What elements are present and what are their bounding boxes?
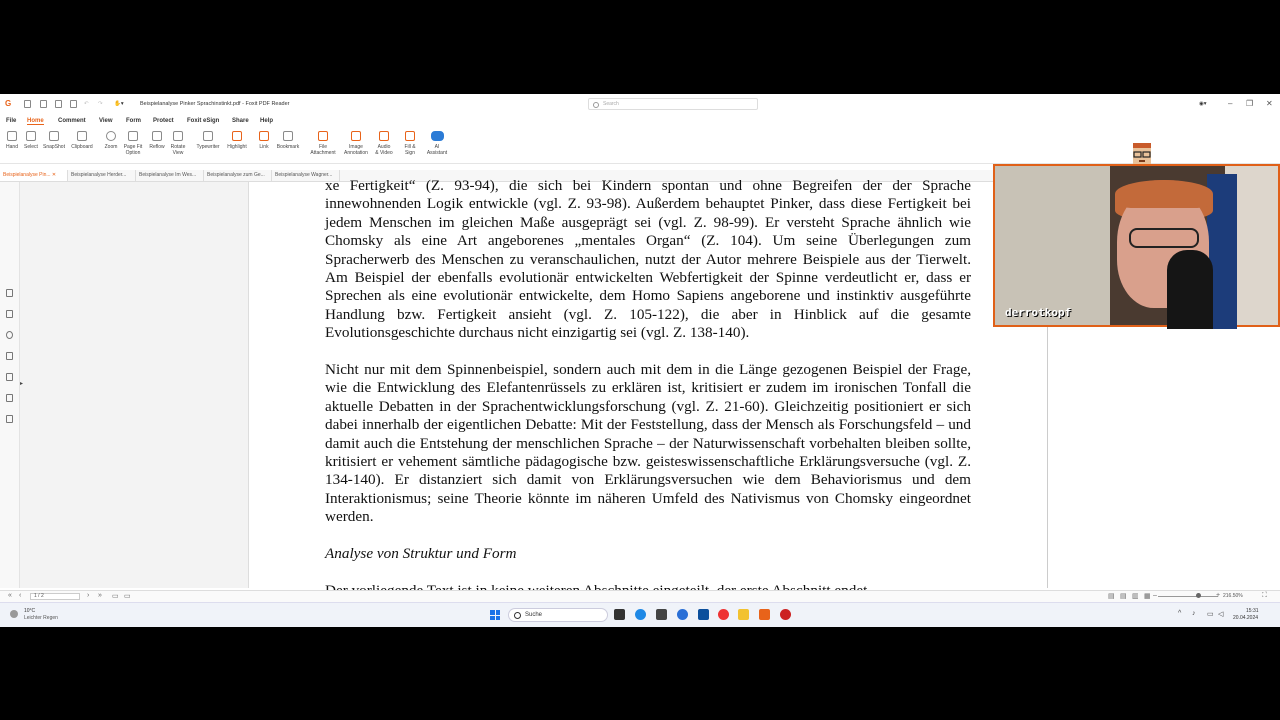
redo-icon[interactable]: ↷ xyxy=(98,101,103,107)
person-hair xyxy=(1115,180,1213,208)
select-tool-button[interactable]: Select xyxy=(22,131,40,150)
page-text xyxy=(325,177,971,600)
bookmark-icon xyxy=(283,131,293,141)
store-icon[interactable] xyxy=(656,609,667,620)
navigation-panel xyxy=(0,182,249,588)
tab-wagner[interactable]: Beispielanalyse Wagner... xyxy=(272,170,340,181)
foxit-taskbar-icon[interactable] xyxy=(759,609,770,620)
ribbon-toolbar xyxy=(0,129,1280,164)
start-button[interactable] xyxy=(490,610,500,620)
page-number-input[interactable]: 1 / 2 xyxy=(30,593,80,600)
close-tab-icon[interactable]: ✕ xyxy=(51,172,57,178)
menu-bar xyxy=(0,118,1280,127)
first-page-icon[interactable]: « xyxy=(8,592,12,599)
foxit-logo-icon: G xyxy=(5,99,12,108)
streamer-name: derrotkopf xyxy=(1005,306,1072,319)
highlight-icon xyxy=(232,131,242,141)
paragraph: Nicht nur mit dem Spinnenbeispiel, sondern auch mit dem in die Länge gezogenen Beispiel der Frage, wie die Entwicklung des Elefantenrüssels zu erklären ist, kritisiert er zudem im ironischen Tonfall die aktuelle Debatten in der Sprachentwicklungsforschung (vgl. Z. 21-60). Gleichzeitig positioniert er sich dabei innerhalb der eigentlichen Debatte: Mit der Feststellung, dass der Mensch als Forschungsfeld – und damit auch die Entstehung der menschlichen Sprache – der Naturwissenschaft vorbehalten bleiben sollte, kritisiert er vehement sämtliche pädagogische bzw. geisteswissenschaftliche Erklärungsversuche (vgl. Z. 134-140). Er distanziert sich damit von Erklärungsversuchen wie dem Behaviorismus und dem Interaktionismus; seine Theorie könnte im näheren Umfeld des Nativismus von Chomsky eingeordnet werden. xyxy=(325,361,971,526)
taskbar-search[interactable]: Suche xyxy=(508,608,608,622)
cursor-icon xyxy=(26,131,36,141)
bookmark-button[interactable]: Bookmark xyxy=(274,131,302,150)
file-attachment-button[interactable]: File Attachment xyxy=(306,131,340,156)
tray-chevron-icon[interactable]: ^ xyxy=(1178,610,1182,617)
menu-share[interactable]: Share xyxy=(232,118,249,124)
link-icon xyxy=(259,131,269,141)
menu-foxit-esign[interactable]: Foxit eSign xyxy=(187,118,220,124)
save-icon[interactable] xyxy=(40,100,47,108)
menu-comment[interactable]: Comment xyxy=(58,118,86,124)
page-fit-icon xyxy=(128,131,138,141)
pages-panel-icon[interactable] xyxy=(6,310,13,318)
background-shelf xyxy=(995,166,1110,325)
zoom-slider-handle[interactable] xyxy=(1196,593,1201,598)
continuous-icon[interactable]: ▤ xyxy=(1120,593,1127,600)
search-icon xyxy=(514,612,521,619)
menu-home[interactable]: Home xyxy=(27,118,44,124)
attachments-panel-icon[interactable] xyxy=(6,373,13,381)
weather-description[interactable]: Leichter Regen xyxy=(24,615,58,621)
menu-protect[interactable]: Protect xyxy=(153,118,174,124)
app-icon[interactable] xyxy=(677,609,688,620)
avatar-emoji-icon xyxy=(1128,140,1156,168)
windows-taskbar xyxy=(0,602,1280,627)
search-icon xyxy=(593,102,599,108)
close-button[interactable]: ✕ xyxy=(1266,99,1273,108)
tab-pinker[interactable]: Beispielanalyse Pin... ✕ xyxy=(0,170,68,181)
single-page-icon[interactable]: ▤ xyxy=(1108,593,1115,600)
navigation-icon-strip xyxy=(0,182,20,588)
menu-help[interactable]: Help xyxy=(260,118,274,124)
hand-icon xyxy=(7,131,17,141)
highlight-button[interactable]: Highlight xyxy=(224,131,250,150)
view-mode-icon[interactable]: ▭ xyxy=(112,593,119,600)
reflow-button[interactable]: Reflow xyxy=(146,131,168,150)
maximize-button[interactable]: ❐ xyxy=(1246,99,1254,108)
media-icon xyxy=(379,131,389,141)
rotate-view-button[interactable]: Rotate View xyxy=(167,131,189,156)
audio-video-button[interactable]: Audio & Video xyxy=(373,131,395,156)
reflow-icon xyxy=(152,131,162,141)
menu-view[interactable]: View xyxy=(99,118,113,124)
print-icon[interactable] xyxy=(55,100,62,108)
document-title: Beispielanalyse Pinker Sprachinstinkt.pdf - Foxit PDF Reader xyxy=(140,101,290,107)
clipboard-icon xyxy=(77,131,87,141)
fullscreen-icon[interactable]: ⛶ xyxy=(1262,592,1267,599)
typewriter-icon xyxy=(203,131,213,141)
clock-date[interactable]: 20.04.2024 xyxy=(1233,615,1259,621)
zoom-out-icon[interactable]: – xyxy=(1153,592,1157,599)
network-icon[interactable]: ▭ xyxy=(1207,611,1214,618)
typewriter-button[interactable]: Typewriter xyxy=(193,131,223,150)
layers-panel-icon[interactable] xyxy=(6,352,13,360)
attachment-icon xyxy=(318,131,328,141)
microphone xyxy=(1167,250,1213,329)
menu-file[interactable]: File xyxy=(6,118,17,124)
weather-icon[interactable] xyxy=(10,610,18,618)
new-icon[interactable] xyxy=(70,100,77,108)
image-annotation-button[interactable]: Image Annotation xyxy=(340,131,372,156)
zoom-in-icon[interactable]: + xyxy=(1216,592,1221,599)
task-view-icon[interactable] xyxy=(614,609,625,620)
tab-herder[interactable]: Beispielanalyse Herder... xyxy=(68,170,136,181)
page-fit-option-button[interactable]: Page Fit Option xyxy=(121,131,145,156)
volume-icon[interactable]: ◁ xyxy=(1218,611,1224,618)
fill-sign-button[interactable]: Fill & Sign xyxy=(400,131,420,156)
hand-tool-button[interactable]: Hand xyxy=(3,131,21,150)
open-icon[interactable] xyxy=(24,100,31,108)
tab-zum-ge[interactable]: Beispielanalyse zum Ge... xyxy=(204,170,272,181)
rotate-icon xyxy=(173,131,183,141)
edge-icon[interactable] xyxy=(635,609,646,620)
webcam-overlay xyxy=(993,164,1280,327)
account-icon[interactable]: ◉▾ xyxy=(1199,101,1207,107)
undo-icon[interactable]: ↶ xyxy=(84,101,89,107)
search-input[interactable]: Search xyxy=(588,98,758,110)
clock-time[interactable]: 15:31 xyxy=(1246,608,1259,614)
tab-im-westen[interactable]: Beispielanalyse Im Wes... xyxy=(136,170,204,181)
pdf-page xyxy=(249,177,1048,588)
facing-continuous-icon[interactable]: ▦ xyxy=(1144,593,1151,600)
snapshot-button[interactable]: SnapShot xyxy=(41,131,67,150)
bookmark-panel-icon[interactable] xyxy=(6,289,13,297)
weather-temperature[interactable]: 10°C xyxy=(24,608,36,614)
ai-assistant-button[interactable]: AI Assistant xyxy=(424,131,450,156)
zoom-level[interactable]: 216.50% xyxy=(1223,593,1243,599)
glasses xyxy=(1129,228,1199,248)
comments-panel-icon[interactable] xyxy=(6,331,13,339)
previous-page-icon[interactable]: ‹ xyxy=(19,592,22,599)
link-button[interactable]: Link xyxy=(255,131,273,150)
ai-assistant-icon xyxy=(431,131,444,141)
last-page-icon[interactable]: » xyxy=(98,592,102,599)
security-panel-icon[interactable] xyxy=(6,394,13,402)
section-heading: Analyse von Struktur und Form xyxy=(325,545,517,563)
chrome-icon[interactable] xyxy=(718,609,729,620)
signature-panel-icon[interactable] xyxy=(6,415,13,423)
image-icon xyxy=(351,131,361,141)
pen-icon xyxy=(405,131,415,141)
zoom-slider[interactable] xyxy=(1158,596,1218,597)
app-icon[interactable] xyxy=(698,609,709,620)
expand-panel-icon[interactable]: ▸ xyxy=(20,381,24,387)
title-bar xyxy=(0,94,1280,114)
app-icon[interactable] xyxy=(780,609,791,620)
hand-tool-quick-icon[interactable]: ✋▾ xyxy=(114,101,124,107)
minimize-button[interactable]: – xyxy=(1228,99,1233,108)
zoom-icon xyxy=(106,131,116,141)
paragraph: xe Fertigkeit“ (Z. 93-94), die sich bei Kindern spontan und ohne Begreifen der der Sprache innewohnenden Logik entwickle (vgl. Z. 93-98). Außerdem behauptet Pinker, dass diese Fertigkeit bei jedem Menschen im gleichen Maße ausgeprägt sei (vgl. Z. 98-99). Er versteht Sprache ähnlich wie Chomsky als eine Art angeborenes „mentales Organ“ (Z. 104). Um seine Überlegungen zum Spracherwerb des Menschen zu veranschaulichen, nutzt der Autor mehrere Beispiele aus der Tierwelt. Am Beispiel der ebenfalls evolutionär entwickelten Webfertigkeit der Spinne verdeutlicht er, dass er Sprechen als eine evolutionär entwickelte, dem Homo Sapiens angeborene und instinktiv ausgeführte Handlung bzw. Fertigkeit ansieht (vgl. Z. 105-122), die aber in Hinblick auf die gesamte Evolutionsgeschichte durchaus nicht einzigartig sei (vgl. Z. 138-140). xyxy=(325,177,971,342)
camera-icon xyxy=(49,131,59,141)
microphone-icon[interactable]: ♪ xyxy=(1192,610,1196,617)
fit-page-icon[interactable]: ▭ xyxy=(124,593,131,600)
facing-icon[interactable]: ▥ xyxy=(1132,593,1139,600)
file-explorer-icon[interactable] xyxy=(738,609,749,620)
clipboard-button[interactable]: Clipboard xyxy=(68,131,96,150)
next-page-icon[interactable]: › xyxy=(87,592,90,599)
menu-form[interactable]: Form xyxy=(126,118,141,124)
zoom-button[interactable]: Zoom xyxy=(101,131,121,150)
